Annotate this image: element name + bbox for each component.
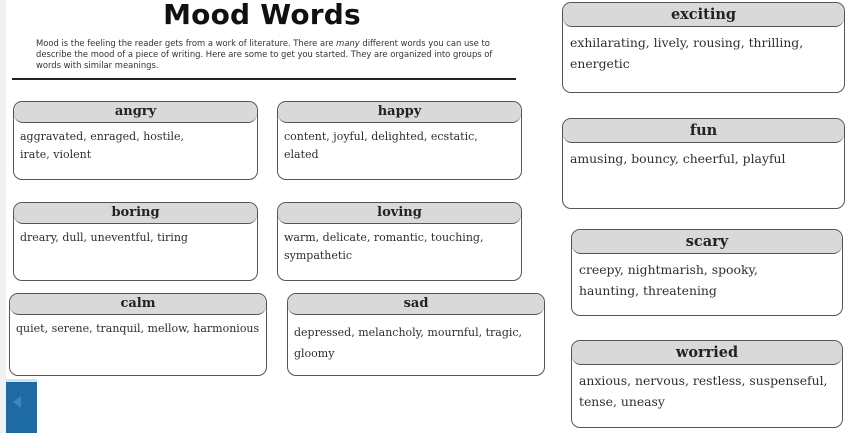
card-sad	[287, 293, 545, 376]
card-angry	[13, 101, 258, 180]
card-heading: loving	[278, 203, 521, 224]
page-title: Mood Words	[163, 0, 361, 31]
title-divider	[12, 78, 516, 80]
card-scary	[571, 229, 843, 316]
card-words: quiet, serene, tranquil, mellow, harmonious	[16, 322, 260, 335]
card-fun	[562, 118, 845, 209]
card-words: anxious, nervous, restless, suspenseful, tense, uneasy	[579, 373, 828, 409]
card-boring	[13, 202, 258, 281]
card-words: warm, delicate, romantic, touching, sympathetic	[284, 231, 484, 262]
card-exciting	[562, 2, 845, 93]
card-heading: happy	[278, 102, 521, 123]
card-words: creepy, nightmarish, spooky, haunting, threatening	[579, 262, 758, 298]
card-words: dreary, dull, uneventful, tiring	[20, 231, 188, 244]
card-heading: scary	[572, 230, 842, 254]
intro-paragraph	[36, 38, 506, 70]
card-calm	[9, 293, 267, 376]
card-words: amusing, bouncy, cheerful, playful	[570, 151, 786, 166]
intro-emphasis: many	[336, 38, 360, 48]
card-heading: boring	[14, 203, 257, 224]
card-words: exhilarating, lively, rousing, thrilling, energetic	[570, 35, 804, 71]
card-words: depressed, melancholy, mournful, tragic, gloomy	[294, 326, 523, 360]
nav-tab[interactable]	[6, 382, 37, 433]
chevron-left-icon[interactable]	[13, 396, 21, 408]
card-words: aggravated, enraged, hostile, irate, violent	[20, 130, 185, 161]
card-words: content, joyful, delighted, ecstatic, elated	[284, 130, 478, 161]
card-worried	[571, 340, 843, 428]
card-heading: fun	[563, 119, 844, 143]
card-heading: angry	[14, 102, 257, 123]
card-heading: exciting	[563, 3, 844, 27]
card-heading: sad	[288, 294, 544, 315]
intro-text-start: Mood is the feeling the reader gets from a work of literature. There are	[36, 38, 337, 48]
card-heading: calm	[10, 294, 266, 315]
left-edge-strip	[0, 0, 6, 433]
intro-text-end: different words you can use to describe the mood of a piece of writing. Here are some to get you started. They are organized into groups of words with similar meanings.	[36, 38, 493, 70]
card-loving	[277, 202, 522, 281]
card-heading: worried	[572, 341, 842, 365]
card-happy	[277, 101, 522, 180]
